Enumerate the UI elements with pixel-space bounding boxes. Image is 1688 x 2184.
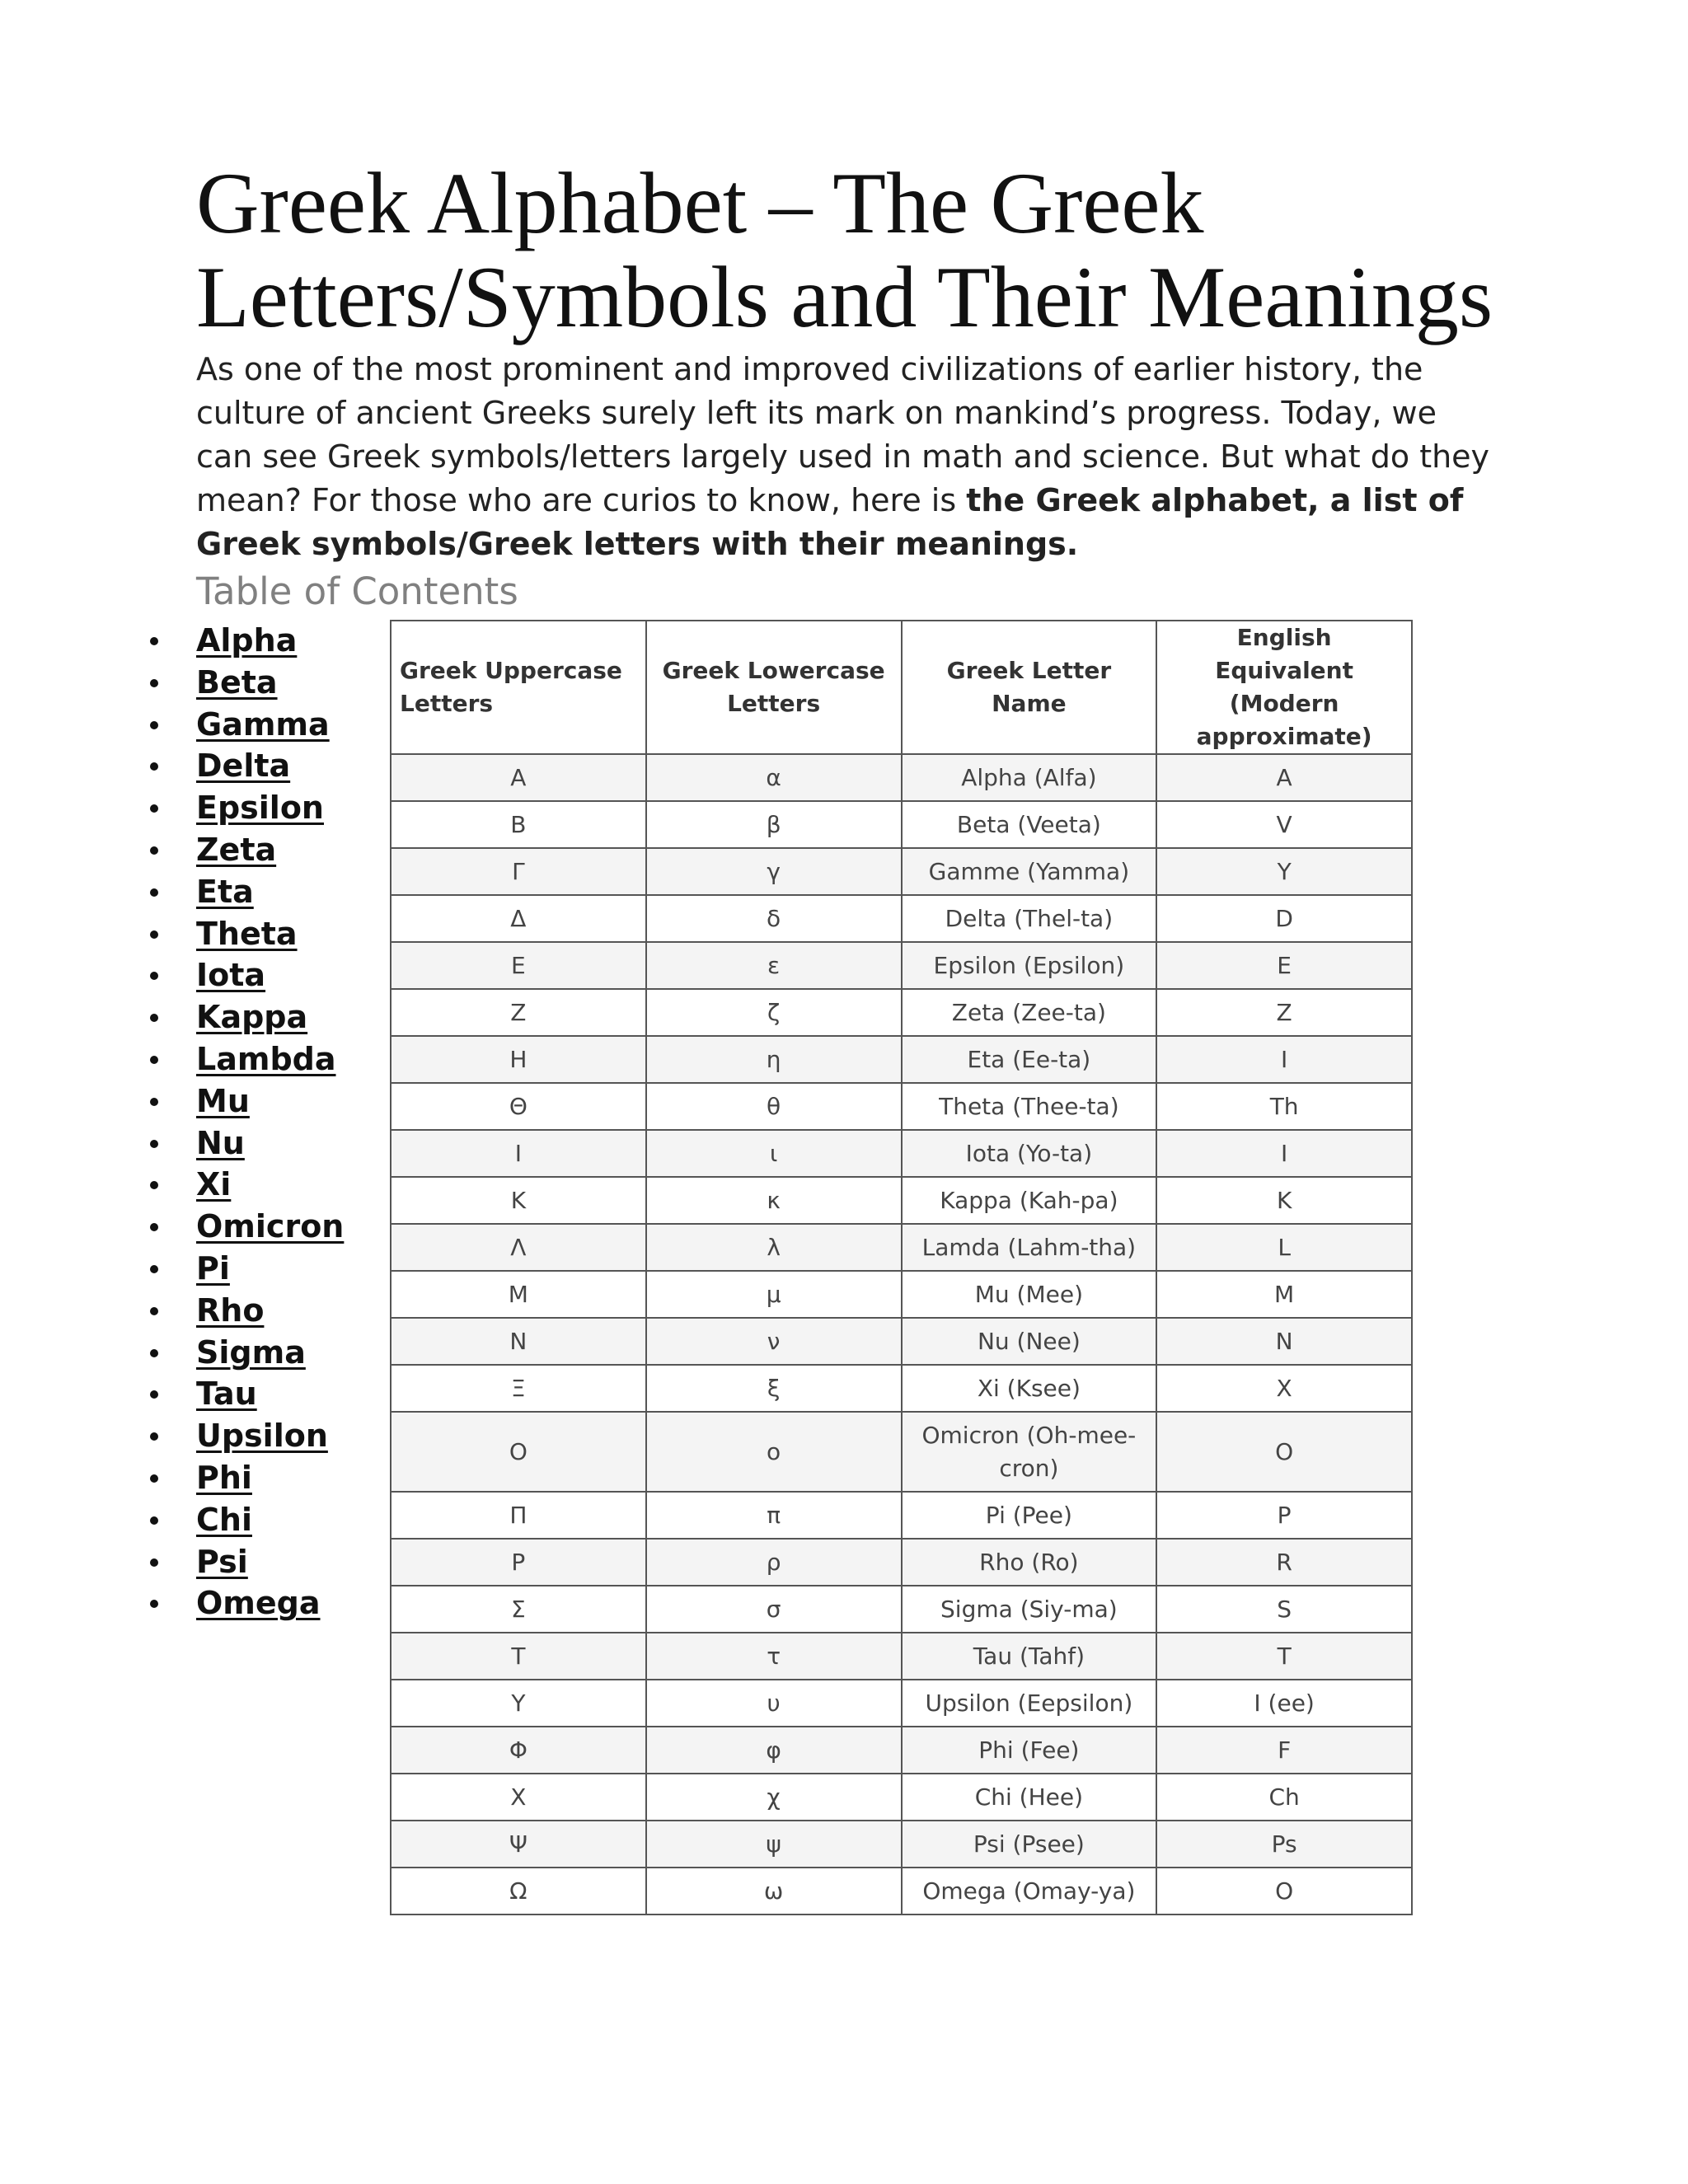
lowercase-cell: ο bbox=[646, 1412, 902, 1492]
table-row bbox=[391, 1083, 1412, 1130]
toc-link-zeta[interactable]: Zeta bbox=[196, 831, 277, 868]
toc-link-alpha[interactable]: Alpha bbox=[196, 622, 298, 658]
toc-item bbox=[140, 1248, 344, 1290]
uppercase-cell: Ρ bbox=[391, 1539, 646, 1586]
toc-item bbox=[140, 871, 344, 913]
page-title: Greek Alphabet – The Greek Letters/Symbols and Their Meanings bbox=[196, 155, 1493, 345]
lowercase-cell: ξ bbox=[646, 1365, 902, 1412]
lowercase-cell: τ bbox=[646, 1633, 902, 1680]
letter-name-cell: Theta (Thee-ta) bbox=[902, 1083, 1157, 1130]
toc-link-xi[interactable]: Xi bbox=[196, 1166, 232, 1203]
table-row bbox=[391, 1633, 1412, 1680]
bullet-icon bbox=[150, 1014, 158, 1022]
toc-item bbox=[140, 620, 344, 662]
lowercase-cell: β bbox=[646, 801, 902, 848]
header-lowercase: Greek Lowercase Letters bbox=[646, 621, 902, 754]
bullet-icon bbox=[150, 930, 158, 939]
uppercase-cell: Δ bbox=[391, 895, 646, 942]
table-row bbox=[391, 1821, 1412, 1868]
table-row bbox=[391, 801, 1412, 848]
bullet-icon bbox=[150, 1390, 158, 1399]
bullet-icon bbox=[150, 1432, 158, 1441]
uppercase-cell: Φ bbox=[391, 1727, 646, 1774]
table-row bbox=[391, 895, 1412, 942]
toc-item bbox=[140, 1164, 344, 1206]
letter-name-cell: Iota (Yo-ta) bbox=[902, 1130, 1157, 1177]
intro-paragraph bbox=[196, 348, 1490, 566]
english-equivalent-cell: Th bbox=[1156, 1083, 1412, 1130]
toc-item bbox=[140, 662, 344, 704]
toc-item bbox=[140, 1038, 344, 1080]
table-row bbox=[391, 1539, 1412, 1586]
uppercase-cell: Ν bbox=[391, 1318, 646, 1365]
letter-name-cell: Omicron (Oh-mee-cron) bbox=[902, 1412, 1157, 1492]
toc-link-delta[interactable]: Delta bbox=[196, 748, 291, 785]
toc-item bbox=[140, 1122, 344, 1165]
english-equivalent-cell: I bbox=[1156, 1036, 1412, 1083]
uppercase-cell: Ζ bbox=[391, 989, 646, 1036]
uppercase-cell: Α bbox=[391, 754, 646, 801]
bullet-icon bbox=[150, 1265, 158, 1273]
bullet-icon bbox=[150, 1600, 158, 1608]
letter-name-cell: Sigma (Siy-ma) bbox=[902, 1586, 1157, 1633]
toc-item bbox=[140, 1206, 344, 1248]
toc-item bbox=[140, 1541, 344, 1583]
table-row bbox=[391, 754, 1412, 801]
english-equivalent-cell: Ps bbox=[1156, 1821, 1412, 1868]
english-equivalent-cell: A bbox=[1156, 754, 1412, 801]
toc-link-epsilon[interactable]: Epsilon bbox=[196, 790, 324, 827]
uppercase-cell: Γ bbox=[391, 848, 646, 895]
bullet-icon bbox=[150, 972, 158, 980]
letter-name-cell: Lamda (Lahm-tha) bbox=[902, 1224, 1157, 1271]
bullet-icon bbox=[150, 804, 158, 813]
table-header-row bbox=[391, 621, 1412, 754]
letter-name-cell: Tau (Tahf) bbox=[902, 1633, 1157, 1680]
toc-link-phi[interactable]: Phi bbox=[196, 1459, 252, 1496]
letter-name-cell: Mu (Mee) bbox=[902, 1271, 1157, 1318]
letter-name-cell: Beta (Veeta) bbox=[902, 801, 1157, 848]
toc-link-lambda[interactable]: Lambda bbox=[196, 1040, 336, 1077]
lowercase-cell: χ bbox=[646, 1774, 902, 1821]
toc-link-mu[interactable]: Mu bbox=[196, 1082, 250, 1119]
table-row bbox=[391, 1318, 1412, 1365]
letter-name-cell: Zeta (Zee-ta) bbox=[902, 989, 1157, 1036]
letter-name-cell: Omega (Omay-ya) bbox=[902, 1868, 1157, 1915]
toc-item bbox=[140, 704, 344, 746]
letter-name-cell: Upsilon (Eepsilon) bbox=[902, 1680, 1157, 1727]
table-body bbox=[391, 754, 1412, 1915]
english-equivalent-cell: Z bbox=[1156, 989, 1412, 1036]
bullet-icon bbox=[150, 1349, 158, 1357]
uppercase-cell: Η bbox=[391, 1036, 646, 1083]
lowercase-cell: ι bbox=[646, 1130, 902, 1177]
bullet-icon bbox=[150, 1474, 158, 1483]
toc-item bbox=[140, 996, 344, 1038]
toc-item bbox=[140, 1457, 344, 1499]
bullet-icon bbox=[150, 679, 158, 687]
english-equivalent-cell: R bbox=[1156, 1539, 1412, 1586]
toc-link-iota[interactable]: Iota bbox=[196, 957, 266, 994]
lowercase-cell: λ bbox=[646, 1224, 902, 1271]
toc-link-chi[interactable]: Chi bbox=[196, 1501, 252, 1538]
uppercase-cell: Σ bbox=[391, 1586, 646, 1633]
lowercase-cell: ζ bbox=[646, 989, 902, 1036]
uppercase-cell: Τ bbox=[391, 1633, 646, 1680]
english-equivalent-cell: Ch bbox=[1156, 1774, 1412, 1821]
letter-name-cell: Delta (Thel-ta) bbox=[902, 895, 1157, 942]
uppercase-cell: Ι bbox=[391, 1130, 646, 1177]
toc-item bbox=[140, 829, 344, 871]
lowercase-cell: δ bbox=[646, 895, 902, 942]
uppercase-cell: Ε bbox=[391, 942, 646, 989]
toc-link-psi[interactable]: Psi bbox=[196, 1543, 248, 1580]
table-row bbox=[391, 1492, 1412, 1539]
uppercase-cell: Ξ bbox=[391, 1365, 646, 1412]
toc-item bbox=[140, 913, 344, 955]
toc-item bbox=[140, 1332, 344, 1374]
bullet-icon bbox=[150, 1558, 158, 1567]
lowercase-cell: σ bbox=[646, 1586, 902, 1633]
english-equivalent-cell: V bbox=[1156, 801, 1412, 848]
toc-link-kappa[interactable]: Kappa bbox=[196, 999, 308, 1036]
table-row bbox=[391, 989, 1412, 1036]
lowercase-cell: μ bbox=[646, 1271, 902, 1318]
toc-item bbox=[140, 1290, 344, 1332]
uppercase-cell: Β bbox=[391, 801, 646, 848]
english-equivalent-cell: E bbox=[1156, 942, 1412, 989]
bullet-icon bbox=[150, 888, 158, 897]
uppercase-cell: Υ bbox=[391, 1680, 646, 1727]
english-equivalent-cell: N bbox=[1156, 1318, 1412, 1365]
intro-bold-text: the Greek alphabet, a list of Greek symbols/Greek letters with their meanings. bbox=[196, 482, 1464, 562]
uppercase-cell: Χ bbox=[391, 1774, 646, 1821]
table-row bbox=[391, 1586, 1412, 1633]
table-row bbox=[391, 1271, 1412, 1318]
uppercase-cell: Ω bbox=[391, 1868, 646, 1915]
toc-link-beta[interactable]: Beta bbox=[196, 663, 278, 701]
toc-item bbox=[140, 1373, 344, 1415]
toc-item bbox=[140, 1499, 344, 1541]
greek-alphabet-table bbox=[390, 620, 1413, 1915]
table-row bbox=[391, 1365, 1412, 1412]
uppercase-cell: Π bbox=[391, 1492, 646, 1539]
lowercase-cell: ν bbox=[646, 1318, 902, 1365]
english-equivalent-cell: S bbox=[1156, 1586, 1412, 1633]
english-equivalent-cell: X bbox=[1156, 1365, 1412, 1412]
toc-item bbox=[140, 787, 344, 829]
table-row bbox=[391, 1130, 1412, 1177]
lowercase-cell: φ bbox=[646, 1727, 902, 1774]
intro-text: As one of the most prominent and improved civilizations of earlier history, the culture of ancient Greeks surely left its mark on mankind’s progress. Today, we can see Greek symbols/letters largely used in math and science. But what do they mean? For those who are curios to know, here is bbox=[196, 351, 1490, 518]
bullet-icon bbox=[150, 1056, 158, 1064]
uppercase-cell: Θ bbox=[391, 1083, 646, 1130]
bullet-icon bbox=[150, 1098, 158, 1106]
bullet-icon bbox=[150, 762, 158, 771]
uppercase-cell: Ο bbox=[391, 1412, 646, 1492]
lowercase-cell: γ bbox=[646, 848, 902, 895]
toc-link-omicron[interactable]: Omicron bbox=[196, 1208, 345, 1245]
lowercase-cell: η bbox=[646, 1036, 902, 1083]
toc-link-eta[interactable]: Eta bbox=[196, 873, 254, 910]
toc-link-pi[interactable]: Pi bbox=[196, 1249, 230, 1286]
bullet-icon bbox=[150, 637, 158, 645]
letter-name-cell: Alpha (Alfa) bbox=[902, 754, 1157, 801]
table-row bbox=[391, 1868, 1412, 1915]
english-equivalent-cell: D bbox=[1156, 895, 1412, 942]
letter-name-cell: Pi (Pee) bbox=[902, 1492, 1157, 1539]
table-row bbox=[391, 1774, 1412, 1821]
toc-link-theta[interactable]: Theta bbox=[196, 915, 298, 952]
english-equivalent-cell: Y bbox=[1156, 848, 1412, 895]
toc-item bbox=[140, 1415, 344, 1457]
english-equivalent-cell: L bbox=[1156, 1224, 1412, 1271]
english-equivalent-cell: F bbox=[1156, 1727, 1412, 1774]
letter-name-cell: Chi (Hee) bbox=[902, 1774, 1157, 1821]
toc-heading: Table of Contents bbox=[196, 569, 518, 613]
lowercase-cell: ψ bbox=[646, 1821, 902, 1868]
toc-list bbox=[140, 620, 344, 1624]
bullet-icon bbox=[150, 721, 158, 729]
table-row bbox=[391, 1727, 1412, 1774]
toc-link-gamma[interactable]: Gamma bbox=[196, 705, 330, 743]
bullet-icon bbox=[150, 1181, 158, 1189]
lowercase-cell: κ bbox=[646, 1177, 902, 1224]
english-equivalent-cell: I bbox=[1156, 1130, 1412, 1177]
letter-name-cell: Psi (Psee) bbox=[902, 1821, 1157, 1868]
letter-name-cell: Gamme (Yamma) bbox=[902, 848, 1157, 895]
bullet-icon bbox=[150, 1223, 158, 1231]
toc-item bbox=[140, 1582, 344, 1624]
letter-name-cell: Nu (Nee) bbox=[902, 1318, 1157, 1365]
header-english-equivalent: English Equivalent (Modern approximate) bbox=[1156, 621, 1412, 754]
toc-item bbox=[140, 745, 344, 787]
lowercase-cell: ρ bbox=[646, 1539, 902, 1586]
toc-link-tau[interactable]: Tau bbox=[196, 1376, 257, 1413]
english-equivalent-cell: K bbox=[1156, 1177, 1412, 1224]
english-equivalent-cell: I (ee) bbox=[1156, 1680, 1412, 1727]
english-equivalent-cell: O bbox=[1156, 1412, 1412, 1492]
uppercase-cell: Ψ bbox=[391, 1821, 646, 1868]
letter-name-cell: Kappa (Kah-pa) bbox=[902, 1177, 1157, 1224]
header-uppercase: Greek Uppercase Letters bbox=[391, 621, 646, 754]
lowercase-cell: ω bbox=[646, 1868, 902, 1915]
toc-link-nu[interactable]: Nu bbox=[196, 1124, 245, 1161]
toc-item bbox=[140, 1080, 344, 1122]
bullet-icon bbox=[150, 1140, 158, 1148]
toc-link-sigma[interactable]: Sigma bbox=[196, 1333, 306, 1371]
toc-link-upsilon[interactable]: Upsilon bbox=[196, 1418, 328, 1455]
table-row bbox=[391, 1036, 1412, 1083]
table-row bbox=[391, 848, 1412, 895]
header-letter-name: Greek Letter Name bbox=[902, 621, 1157, 754]
toc-link-omega[interactable]: Omega bbox=[196, 1585, 321, 1622]
bullet-icon bbox=[150, 1516, 158, 1525]
letter-name-cell: Rho (Ro) bbox=[902, 1539, 1157, 1586]
table-row bbox=[391, 1177, 1412, 1224]
letter-name-cell: Eta (Ee-ta) bbox=[902, 1036, 1157, 1083]
english-equivalent-cell: O bbox=[1156, 1868, 1412, 1915]
uppercase-cell: Κ bbox=[391, 1177, 646, 1224]
uppercase-cell: Λ bbox=[391, 1224, 646, 1271]
table-row bbox=[391, 1680, 1412, 1727]
table-row bbox=[391, 1412, 1412, 1492]
english-equivalent-cell: P bbox=[1156, 1492, 1412, 1539]
bullet-icon bbox=[150, 846, 158, 855]
letter-name-cell: Xi (Ksee) bbox=[902, 1365, 1157, 1412]
lowercase-cell: π bbox=[646, 1492, 902, 1539]
letter-name-cell: Epsilon (Epsilon) bbox=[902, 942, 1157, 989]
english-equivalent-cell: M bbox=[1156, 1271, 1412, 1318]
bullet-icon bbox=[150, 1307, 158, 1315]
lowercase-cell: θ bbox=[646, 1083, 902, 1130]
table-row bbox=[391, 942, 1412, 989]
letter-name-cell: Phi (Fee) bbox=[902, 1727, 1157, 1774]
toc-item bbox=[140, 954, 344, 996]
lowercase-cell: ε bbox=[646, 942, 902, 989]
lowercase-cell: υ bbox=[646, 1680, 902, 1727]
uppercase-cell: Μ bbox=[391, 1271, 646, 1318]
english-equivalent-cell: T bbox=[1156, 1633, 1412, 1680]
toc-link-rho[interactable]: Rho bbox=[196, 1291, 265, 1329]
lowercase-cell: α bbox=[646, 754, 902, 801]
table-row bbox=[391, 1224, 1412, 1271]
